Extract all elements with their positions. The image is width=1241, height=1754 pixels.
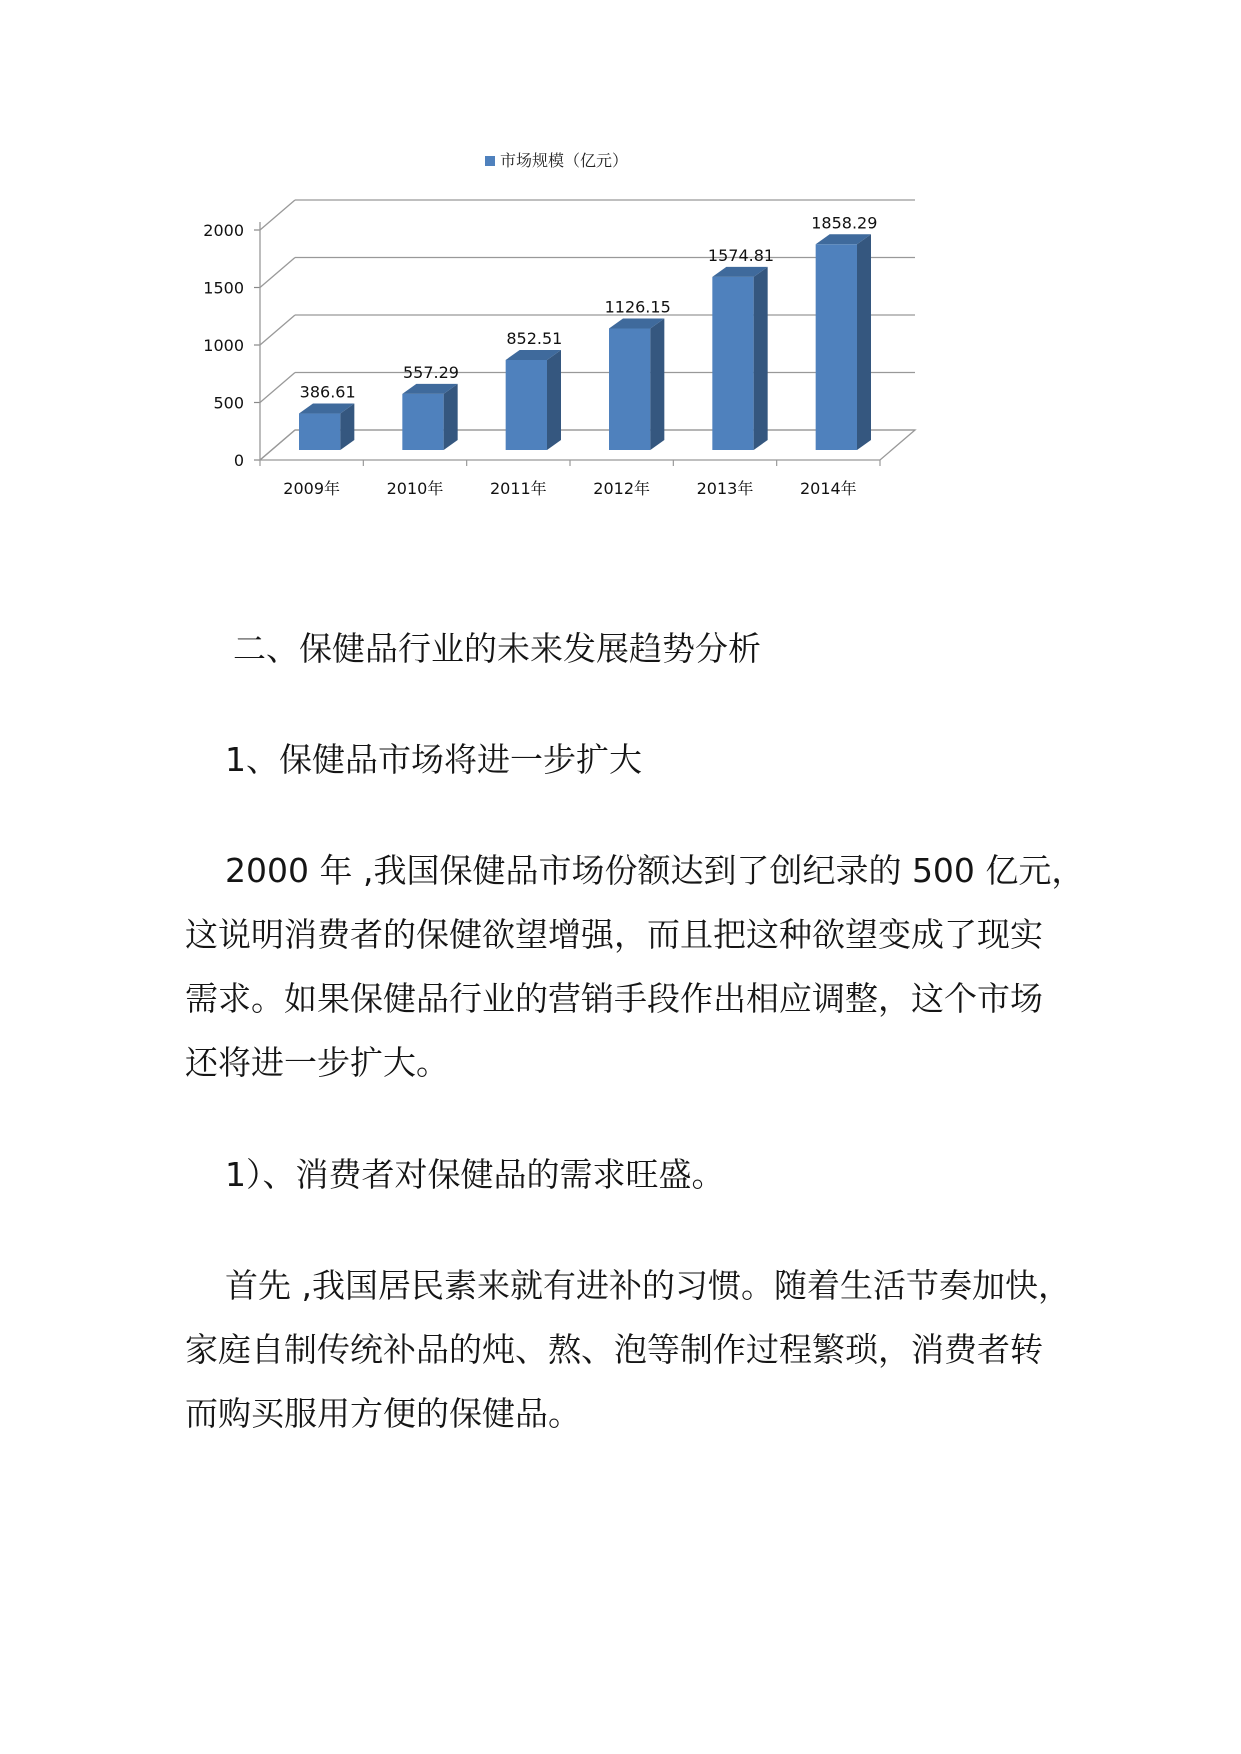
data-label: 557.29 (403, 362, 459, 382)
bar (402, 394, 443, 450)
bar-side (857, 234, 871, 450)
grid-diagonal (260, 200, 295, 230)
paragraph-1-line: 这说明消费者的保健欲望增强，而且把这种欲望变成了现实 (185, 915, 1043, 954)
paragraph-1-line: 还将进一步扩大。 (185, 1043, 449, 1082)
paragraph-2-line: 家庭自制传统补品的炖、熬、泡等制作过程繁琐，消费者转 (185, 1330, 1043, 1369)
bar-chart (190, 150, 1050, 570)
x-tick-label: 2011年 (489, 479, 547, 498)
bar (506, 360, 547, 450)
paragraph-2-line: 首先 ,我国居民素来就有进补的习惯。随着生活节奏加快， (225, 1266, 1071, 1305)
section-heading: 二、保健品行业的未来发展趋势分析 (233, 629, 761, 668)
chart-x-tick-labels (283, 479, 856, 498)
chart-bars (299, 234, 871, 450)
data-label: 386.61 (299, 382, 356, 402)
grid-diagonal (260, 258, 295, 288)
y-tick-label: 1000 (203, 336, 244, 355)
legend-swatch (485, 156, 495, 166)
x-tick-label: 2012年 (593, 479, 651, 498)
grid-diagonal (260, 373, 295, 403)
bar-side (444, 384, 458, 450)
x-tick-label: 2014年 (799, 479, 857, 498)
paragraph-2-line: 而购买服用方便的保健品。 (185, 1394, 581, 1433)
subheading-market-expansion: 1、保健品市场将进一步扩大 (225, 740, 642, 779)
x-tick-label: 2010年 (386, 479, 444, 498)
bar (299, 414, 340, 450)
chart-legend (485, 151, 628, 170)
y-tick-label: 2000 (203, 221, 244, 240)
data-label: 852.51 (506, 328, 563, 348)
data-label: 1858.29 (811, 213, 878, 233)
legend-label: 市场规模（亿元） (500, 151, 629, 170)
grid-diagonal (260, 315, 295, 345)
bar (816, 244, 857, 450)
bar (609, 328, 650, 450)
x-tick-label: 2009年 (283, 479, 341, 498)
chart-y-tick-labels (203, 221, 244, 470)
subheading-consumer-demand: 1）、消费者对保健品的需求旺盛。 (225, 1155, 725, 1194)
bar-side (547, 350, 561, 450)
data-label: 1574.81 (707, 245, 775, 265)
paragraph-1-line: 2000 年 ,我国保健品市场份额达到了创纪录的 500 亿元， (225, 851, 1085, 890)
chart-data-labels (300, 213, 878, 401)
y-tick-label: 500 (213, 393, 244, 413)
bar-side (754, 267, 768, 450)
bar (712, 277, 753, 450)
bar-side (650, 318, 664, 450)
y-tick-label: 0 (233, 451, 244, 470)
x-tick-label: 2013年 (696, 479, 754, 498)
data-label: 1126.15 (604, 297, 671, 317)
paragraph-1-line: 需求。如果保健品行业的营销手段作出相应调整，这个市场 (185, 979, 1043, 1018)
y-tick-label: 1500 (203, 278, 244, 298)
